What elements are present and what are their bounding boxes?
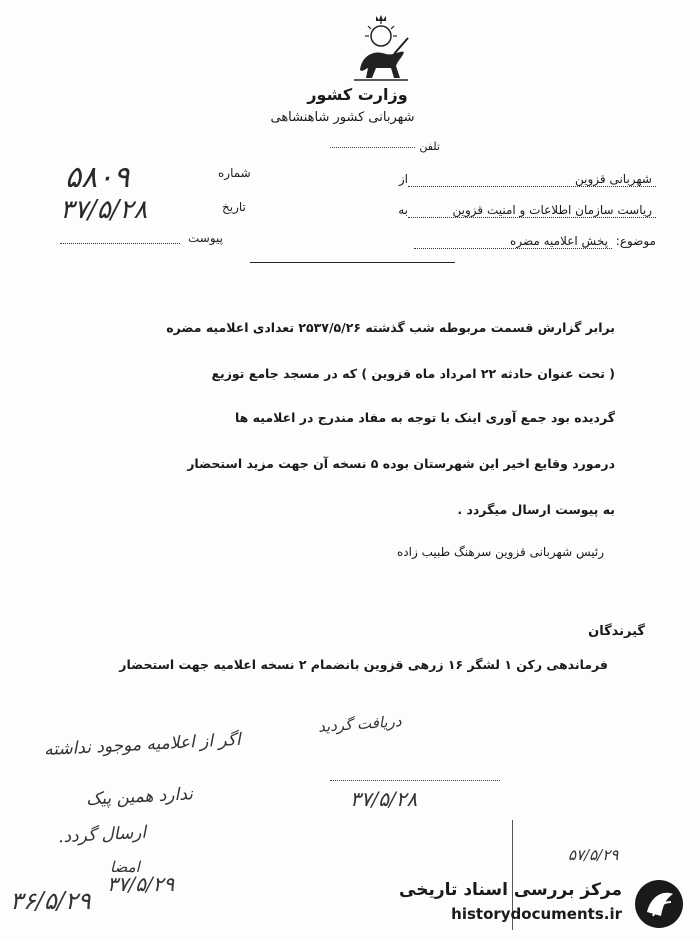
handwritten-note-received: دریافت گردید	[317, 712, 403, 736]
archive-logo-icon	[633, 878, 685, 930]
subject-line: موضوع: پخش اعلامیه مضره	[414, 234, 656, 249]
phone-label: تلفن	[419, 140, 440, 153]
phone-line	[310, 140, 440, 153]
to-label: به	[398, 203, 408, 217]
handwritten-note-line: ندارد همین پیک	[85, 784, 194, 810]
from-label: از	[398, 172, 408, 186]
header-divider	[250, 262, 455, 263]
handwritten-signature: امضا	[110, 858, 140, 876]
handwritten-date-middle: ۳۷/۵/۲۹	[107, 872, 175, 896]
signature-line: رئیس شهربانی قزوین سرهنگ طبیب زاده	[397, 545, 604, 559]
attachment-dotted-line	[60, 243, 180, 244]
subject-label: موضوع	[619, 234, 656, 248]
recipients-heading: گیرندگان	[588, 624, 645, 639]
ministry-title: وزارت کشور	[307, 85, 408, 104]
handwritten-note-line: اگر از اعلامیه موجود نداشته	[43, 729, 242, 761]
lion-and-sun-emblem-icon	[346, 14, 416, 84]
phone-dotted-line	[330, 147, 415, 148]
number-value: ۵۸۰۹	[65, 160, 130, 195]
to-value: ریاست سازمان اطلاعات و امنیت قزوین	[408, 203, 656, 218]
body-line: گردیده بود جمع آوری اینک با توجه به مفاد مندرج در اعلامیه ها	[234, 410, 615, 425]
watermark-title: مرکز بررسی اسناد تاریخی	[399, 880, 622, 900]
watermark-url: historydocuments.ir	[451, 905, 622, 923]
handwritten-note-line: ارسال گردد.	[57, 822, 147, 848]
to-line	[380, 203, 656, 218]
subject-value: پخش اعلامیه مضره	[414, 234, 612, 249]
handwritten-note-date: ۳۷/۵/۲۸	[350, 787, 418, 811]
note-dotted-line	[330, 780, 500, 781]
body-line: درمورد وقایع اخیر این شهرستان بوده ۵ نسخه آن جهت مزید استحضار	[187, 456, 615, 471]
date-label: تاریخ	[222, 200, 246, 214]
date-value: ۳۷/۵/۲۸	[60, 195, 148, 225]
body-line: به پیوست ارسال میگردد .	[457, 502, 615, 517]
handwritten-date-bottom-left: ۳۶/۵/۲۹	[10, 887, 91, 915]
handwritten-date-right: ۵۷/۵/۲۹	[568, 846, 619, 864]
attachment-label: پیوست	[188, 231, 223, 245]
body-line: ( تحت عنوان حادثه ۲۲ امرداد ماه قزوین ) که در مسجد جامع توزیع	[211, 366, 615, 381]
body-line: برابر گزارش قسمت مربوطه شب گذشته ۲۵۳۷/۵/۲۶ تعدادی اعلامیه مضره	[166, 320, 615, 335]
recipients-text: فرماندهی رکن ۱ لشگر ۱۶ زرهی قزوین بانضمام ۲ نسخه اعلامیه جهت استحضار	[119, 657, 608, 672]
number-label: شماره	[218, 166, 251, 180]
from-line	[380, 172, 656, 187]
from-value: شهربانی قزوین	[408, 172, 656, 187]
department-title: شهربانی کشور شاهنشاهی	[270, 110, 415, 125]
